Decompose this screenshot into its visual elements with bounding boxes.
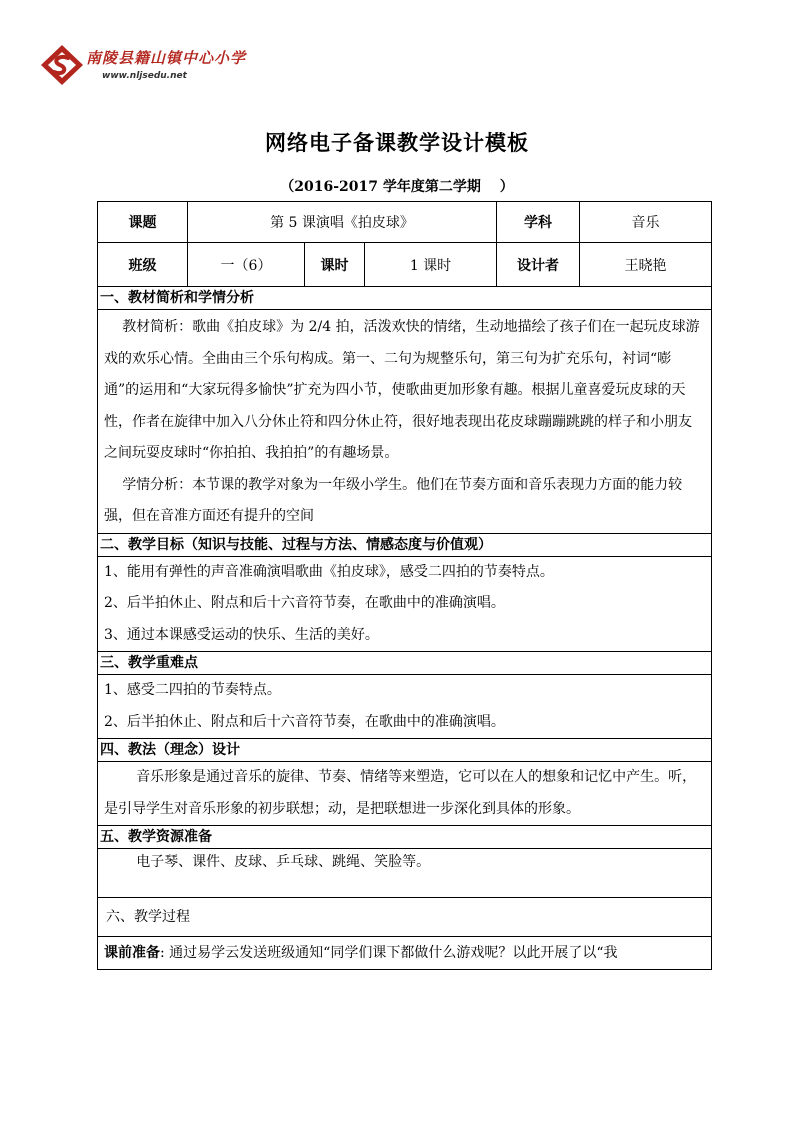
school-logo [40,44,247,86]
topic-value: 第 5 课演唱《拍皮球》 [188,202,497,242]
subject-label: 学科 [497,202,580,242]
section-body-objectives [98,557,711,653]
analysis-student-paragraph: 学情分析：本节课的教学对象为一年级小学生。他们在节奏方面和音乐表现力方面的能力较强，但在音准方面还有提升的空间 [104,476,683,524]
method-paragraph: 音乐形象是通过音乐的旋律、节奏、情绪等来塑造，它可以在人的想象和记忆中产生。听，是引导学生对音乐形象的初步联想；动，是把联想进一步深化到具体的形象。 [104,769,697,817]
section-title-resources: 五、教学资源准备 [98,826,711,849]
lesson-plan-table [97,201,712,970]
info-row-class [98,243,711,287]
designer-label: 设计者 [497,243,580,286]
process-prep-line [104,937,705,969]
class-value: 一（6） [188,243,305,286]
section-title-analysis: 一、教材简析和学情分析 [98,287,711,310]
designer-value: 王晓艳 [624,257,667,274]
hours-value: 1 课时 [365,243,497,286]
info-row-topic [98,202,711,243]
analysis-material-paragraph: 教材简析：歌曲《拍皮球》为 2/4 拍，活泼欢快的情绪，生动地描绘了孩子们在一起玩皮球游戏的欢乐心情。全曲由三个乐句构成。第一、二句为规整乐句，第三句为扩充乐句，衬词“嘭通”的运用和“大家玩得多愉快”扩充为四小节，使歌曲更加形象有趣。根据儿童喜爱玩皮球的天性，作者在旋律中加入八分休止符和四分休止符，很好地表现出花皮球蹦蹦跳跳的样子和小朋友之间玩耍皮球时“你拍拍、我拍拍”的有趣场景。 [104,319,700,461]
key-point-item-1: 1、感受二四拍的节奏特点。 [104,682,281,698]
topic-label: 课题 [98,202,188,242]
section-body-process [98,937,711,969]
resources-paragraph: 电子琴、课件、皮球、乒乓球、跳绳、笑脸等。 [136,854,431,870]
page-title: 网络电子备课教学设计模板 [265,131,529,155]
section-title-process: 六、教学过程 [98,898,711,937]
section-body-resources [98,849,711,898]
class-label: 班级 [98,243,188,286]
section-title-method: 四、教法（理念）设计 [98,739,711,762]
key-point-item-2: 2、后半拍休止、附点和后十六音符节奏，在歌曲中的准确演唱。 [104,713,505,730]
logo-school-name: 南陵县籍山镇中心小学 [86,49,247,67]
prep-label: 课前准备 [104,945,160,961]
prep-text: : 通过易学云发送班级通知“同学们课下都做什么游戏呢？以此开展了以“我 [160,945,618,961]
section-title-objectives: 二、教学目标（知识与技能、过程与方法、情感态度与价值观） [98,534,711,557]
school-emblem-icon [40,44,84,86]
page-subtitle: （2016-2017 学年度第二学期 ） [280,179,514,195]
section-title-key-points: 三、教学重难点 [98,652,711,675]
section-body-key-points [98,675,711,739]
objective-item-1: 1、能用有弹性的声音准确演唱歌曲《拍皮球》，感受二四拍的节奏特点。 [104,563,554,580]
hours-label: 课时 [305,243,365,286]
objective-item-2: 2、后半拍休止、附点和后十六音符节奏，在歌曲中的准确演唱。 [104,595,505,611]
section-body-method [98,762,711,826]
objective-item-3: 3、通过本课感受运动的快乐、生活的美好。 [104,626,379,643]
subject-value: 音乐 [631,215,660,231]
section-body-analysis [98,310,711,534]
logo-website-url: www.nljsedu.net [102,71,187,81]
